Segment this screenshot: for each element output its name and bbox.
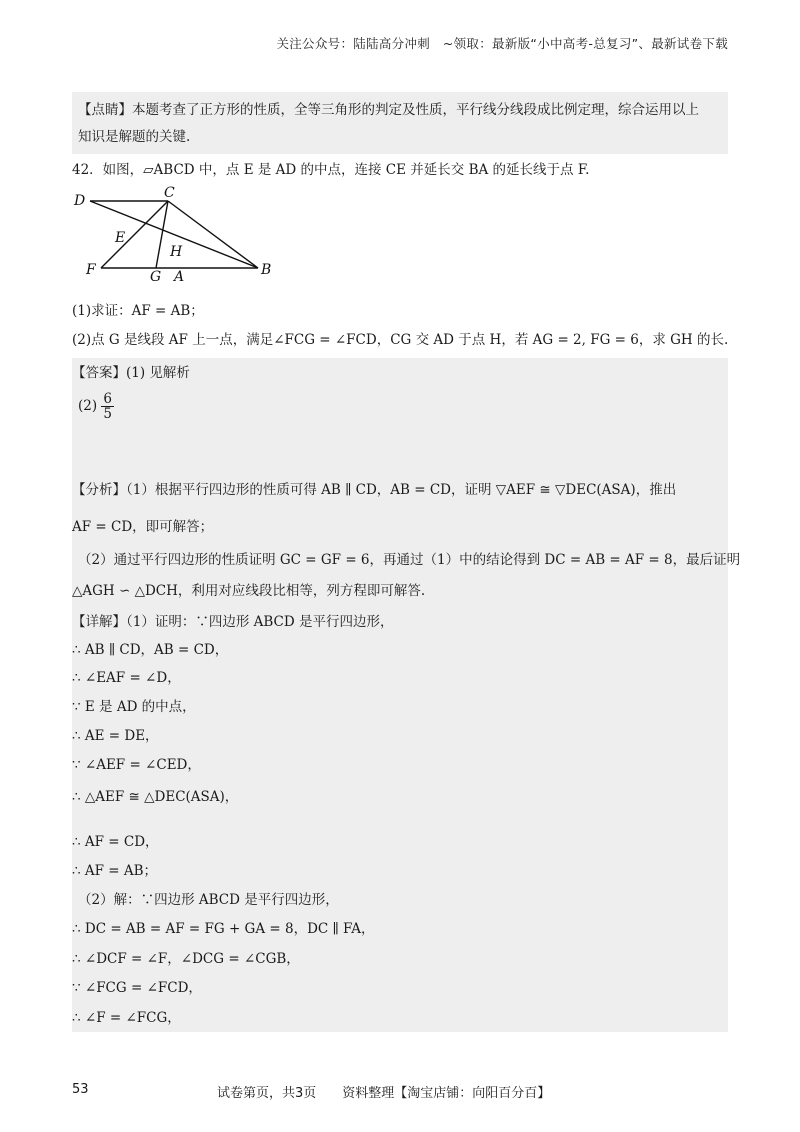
- label-F: F: [86, 262, 96, 278]
- page-number: 53: [72, 1082, 89, 1097]
- answer-line-1: 【答案】(1) 见解析: [72, 365, 190, 381]
- question-1: (1)求证：AF = AB；: [72, 303, 204, 319]
- label-B: B: [261, 262, 272, 278]
- detail-line-7: ∴ AF = CD，: [72, 834, 159, 850]
- label-A: A: [174, 269, 185, 284]
- page-header: 关注公众号：陆陆高分冲刺 ~领取：最新版“小中高考-总复习”、最新试卷下载: [276, 36, 728, 51]
- note-block: [72, 92, 728, 154]
- footer-text: 试卷第页，共3页 资料整理【淘宝店铺：向阳百分百】: [217, 1086, 551, 1101]
- detail-line-3: ∵ E 是 AD 的中点，: [72, 699, 196, 715]
- detail-line-1: ∴ AB ∥ CD，AB = CD，: [72, 642, 229, 658]
- detail-line-4: ∴ AE = DE，: [72, 728, 159, 744]
- analysis-line-4: △AGH ∽ △DCH，利用对应线段比相等，列方程即可解答.: [72, 583, 426, 599]
- analysis-line-1: 【分析】（1）根据平行四边形的性质可得 AB ∥ CD，AB = CD，证明 ▽AEF ≅ ▽DEC(ASA)，推出: [72, 482, 677, 498]
- answer-fraction: $\frac{6}{5}$: [103, 391, 113, 422]
- detail-line-9: （2）解：∵四边形 ABCD 是平行四边形，: [78, 892, 339, 908]
- note-line-2: 知识是解题的关键.: [78, 129, 191, 145]
- detail-line-0: 【详解】（1）证明：∵四边形 ABCD 是平行四边形，: [72, 614, 394, 630]
- label-C: C: [164, 185, 175, 201]
- note-label: 【点睛】: [78, 102, 132, 118]
- question-2: (2)点 G 是线段 AF 上一点，满足∠FCG = ∠FCD，CG 交 AD 于点 H，若 AG = 2, FG = 6，求 GH 的长.: [72, 332, 729, 348]
- label-D: D: [74, 193, 86, 209]
- note-line-1: 【点睛】本题考查了正方形的性质，全等三角形的判定及性质，平行线分线段成比例定理，综合运用以上: [78, 102, 699, 118]
- label-G: G: [150, 269, 162, 284]
- answer-line-2: (2) $\frac{6}{5}$: [78, 391, 113, 422]
- problem-stem: 42．如图，▱ABCD 中，点 E 是 AD 的中点，连接 CE 并延长交 BA 的延长线于点 F.: [72, 162, 590, 178]
- answer-label: 【答案】: [72, 365, 126, 381]
- detail-line-5: ∵ ∠AEF = ∠CED，: [72, 757, 201, 773]
- label-E: E: [115, 230, 126, 246]
- detail-line-2: ∴ ∠EAF = ∠D，: [72, 670, 181, 686]
- geometry-figure: [70, 184, 290, 284]
- analysis-line-3: （2）通过平行四边形的性质证明 GC = GF = 6，再通过（1）中的结论得到 DC = AB = AF = 8，最后证明: [78, 552, 741, 568]
- detail-line-8: ∴ AF = AB；: [72, 863, 158, 879]
- detail-line-10: ∴ DC = AB = AF = FG + GA = 8，DC ∥ FA，: [72, 921, 375, 937]
- label-H: H: [170, 244, 183, 260]
- detail-line-12: ∵ ∠FCG = ∠FCD，: [72, 980, 202, 996]
- analysis-line-2: AF = CD，即可解答；: [72, 519, 214, 535]
- detail-label: 【详解】: [72, 614, 126, 630]
- detail-line-13: ∴ ∠F = ∠FCG，: [72, 1010, 181, 1026]
- analysis-label: 【分析】: [72, 482, 126, 498]
- detail-line-6: ∴ △AEF ≅ △DEC(ASA)，: [72, 789, 239, 805]
- detail-line-11: ∴ ∠DCF = ∠F，∠DCG = ∠CGB，: [72, 951, 300, 967]
